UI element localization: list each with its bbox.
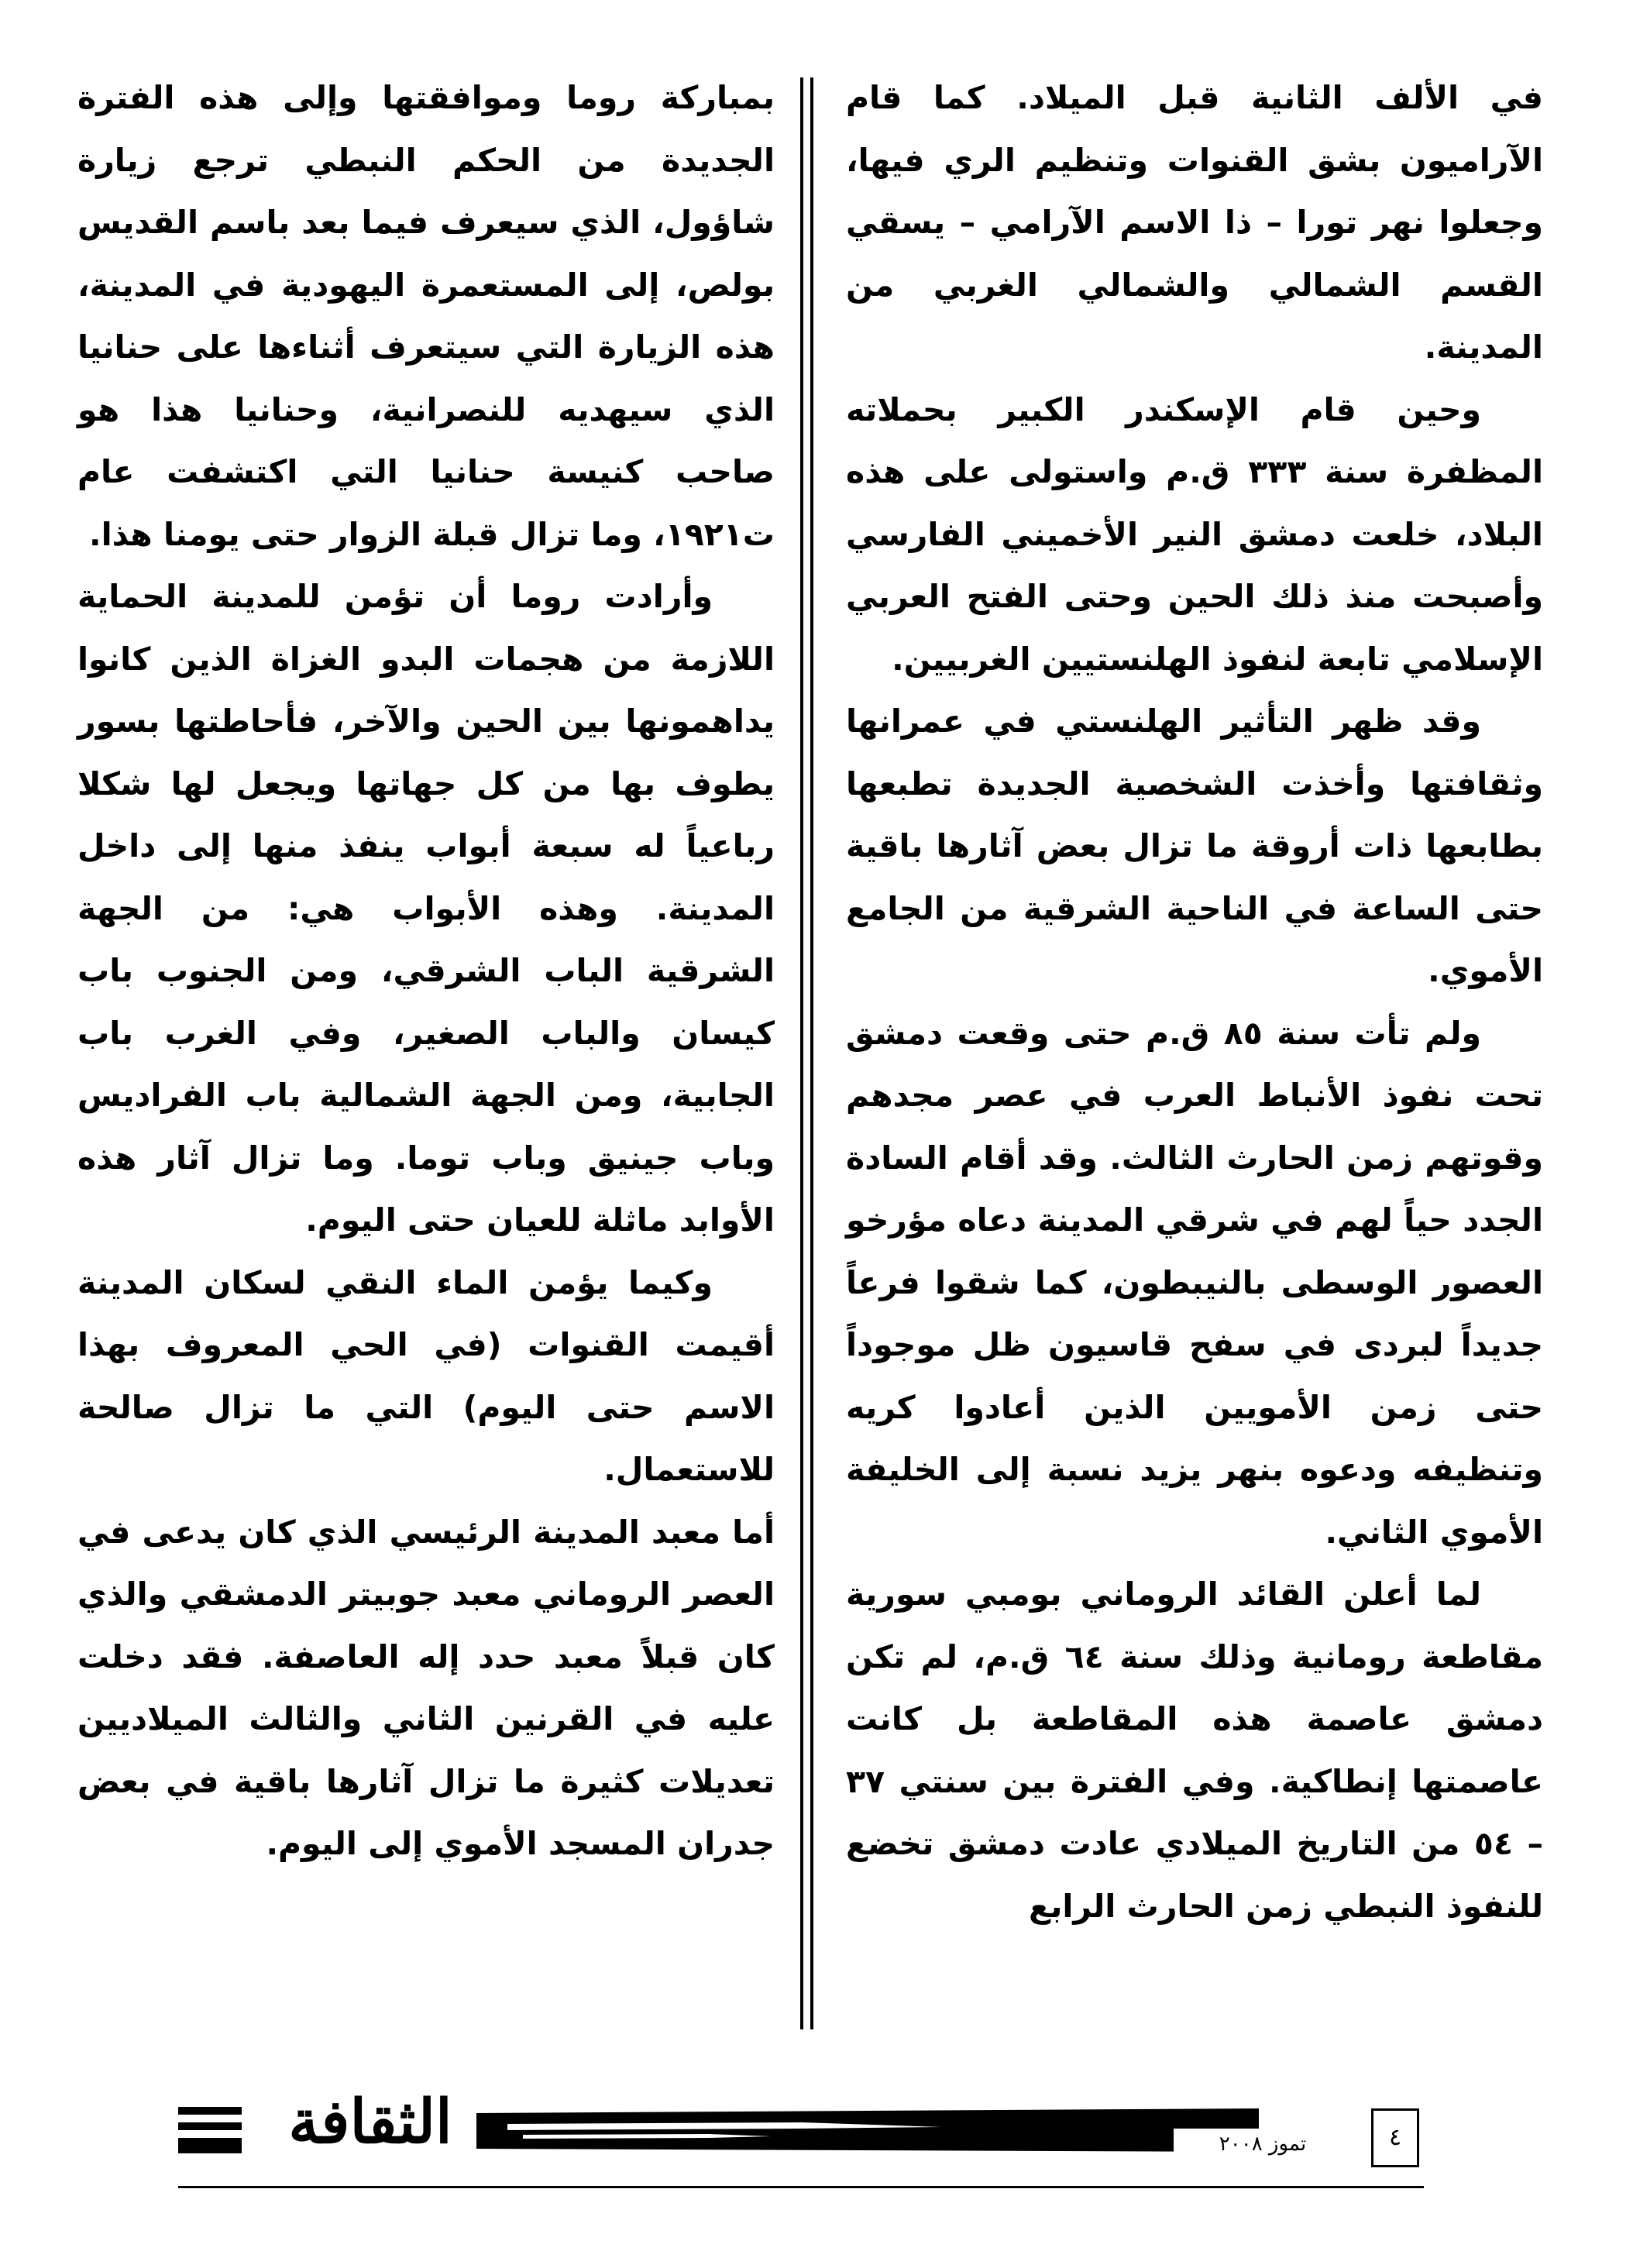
- paragraph: ولم تأت سنة ٨٥ ق.م حتى وقعت دمشق تحت نفوذ الأنباط العرب في عصر مجدهم وقوتهم زمن الحارث الثالث. وقد أقام السادة الجدد حياً لهم في شرقي المدينة دعاه مؤرخو العصور الوسطى بالنيبطون، كما شقوا فرعاً جديداً لبردى في سفح قاسيون ظل موجوداً حتى زمن الأمويين الذين أعادوا كريه وتنظيفه ودعوه بنهر يزيد نسبة إلى الخليفة الأموي الثاني.: [846, 1014, 1543, 1551]
- paragraph: وكيما يؤمن الماء النقي لسكان المدينة أقيمت القنوات (في الحي المعروف بهذا الاسم حتى اليوم) التي ما تزال صالحة للاستعمال.: [77, 1263, 775, 1488]
- paragraph: وقد ظهر التأثير الهلنستي في عمرانها وثقافتها وأخذت الشخصية الجديدة تطبعها بطابعها ذات أروقة ما تزال بعض آثارها باقية حتى الساعة في الناحية الشرقية من الجامع الأموي.: [846, 703, 1543, 989]
- brand-decoration: [178, 2107, 242, 2153]
- paragraph: وأرادت روما أن تؤمن للمدينة الحماية اللازمة من هجمات البدو الغزاة الذين كانوا يداهمونها بين الحين والآخر، فأحاطتها بسور يطوف بها من كل جهاتها ويجعل لها شكلا رباعياً له سبعة أبواب ينفذ منها إلى داخل المدينة. وهذه الأبواب هي: من الجهة الشرقية الباب الشرقي، ومن الجنوب باب كيسان والباب الصغير، وفي الغرب باب الجابية، ومن الجهة الشمالية باب الفراديس وباب جينيق وباب توما. وما تزال آثار هذه الأوابد ماثلة للعيان حتى اليوم.: [77, 578, 775, 1239]
- column-divider: [810, 77, 813, 2029]
- article-column-right: [846, 67, 1543, 1937]
- brand-streak: [476, 2108, 1259, 2152]
- page-number: ٤: [1371, 2108, 1419, 2167]
- paragraph: أما معبد المدينة الرئيسي الذي كان يدعى في العصر الروماني معبد جوبيتر الدمشقي والذي كان قبلاً معبد حدد إله العاصفة. فقد دخلت عليه في القرنين الثاني والثالث الميلاديين تعديلات كثيرة ما تزال آثارها باقية في بعض جدران المسجد الأموي إلى اليوم.: [77, 1513, 775, 1862]
- footer-rule: [178, 2186, 1424, 2188]
- paragraph: في الألف الثانية قبل الميلاد. كما قام الآراميون بشق القنوات وتنظيم الري فيها، وجعلوا نهر تورا – ذا الاسم الآرامي – يسقي القسم الشمالي والشمالي الغربي من المدينة.: [846, 79, 1543, 366]
- paragraph: بمباركة روما وموافقتها وإلى هذه الفترة الجديدة من الحكم النبطي ترجع زيارة شاؤول، الذي سيعرف فيما بعد باسم القديس بولص، إلى المستعمرة اليهودية في المدينة، هذه الزيارة التي سيتعرف أثناءها على حنانيا الذي سيهديه للنصرانية، وحنانيا هذا هو صاحب كنيسة حنانيا التي اكتشفت عام ت١٩٢١، وما تزال قبلة الزوار حتى يومنا هذا.: [77, 79, 775, 553]
- paragraph: لما أعلن القائد الروماني بومبي سورية مقاطعة رومانية وذلك سنة ٦٤ ق.م، لم تكن دمشق عاصمة هذه المقاطعة بل كانت عاصمتها إنطاكية. وفي الفترة بين سنتي ٣٧ – ٥٤ من التاريخ الميلادي عادت دمشق تخضع للنفوذ النبطي زمن الحارث الرابع: [846, 1576, 1544, 1925]
- column-divider: [800, 77, 803, 2029]
- paragraph: وحين قام الإسكندر الكبير بحملاته المظفرة سنة ٣٣٣ ق.م واستولى على هذه البلاد، خلعت دمشق النير الأخميني الفارسي وأصبحت منذ ذلك الحين وحتى الفتح العربي الإسلامي تابعة لنفوذ الهلنستيين الغربيين.: [846, 390, 1544, 678]
- article-column-left: [77, 67, 775, 1875]
- magazine-brand: الثقافة: [288, 2087, 452, 2157]
- issue-date: تموز ٢٠٠٨: [1219, 2132, 1307, 2156]
